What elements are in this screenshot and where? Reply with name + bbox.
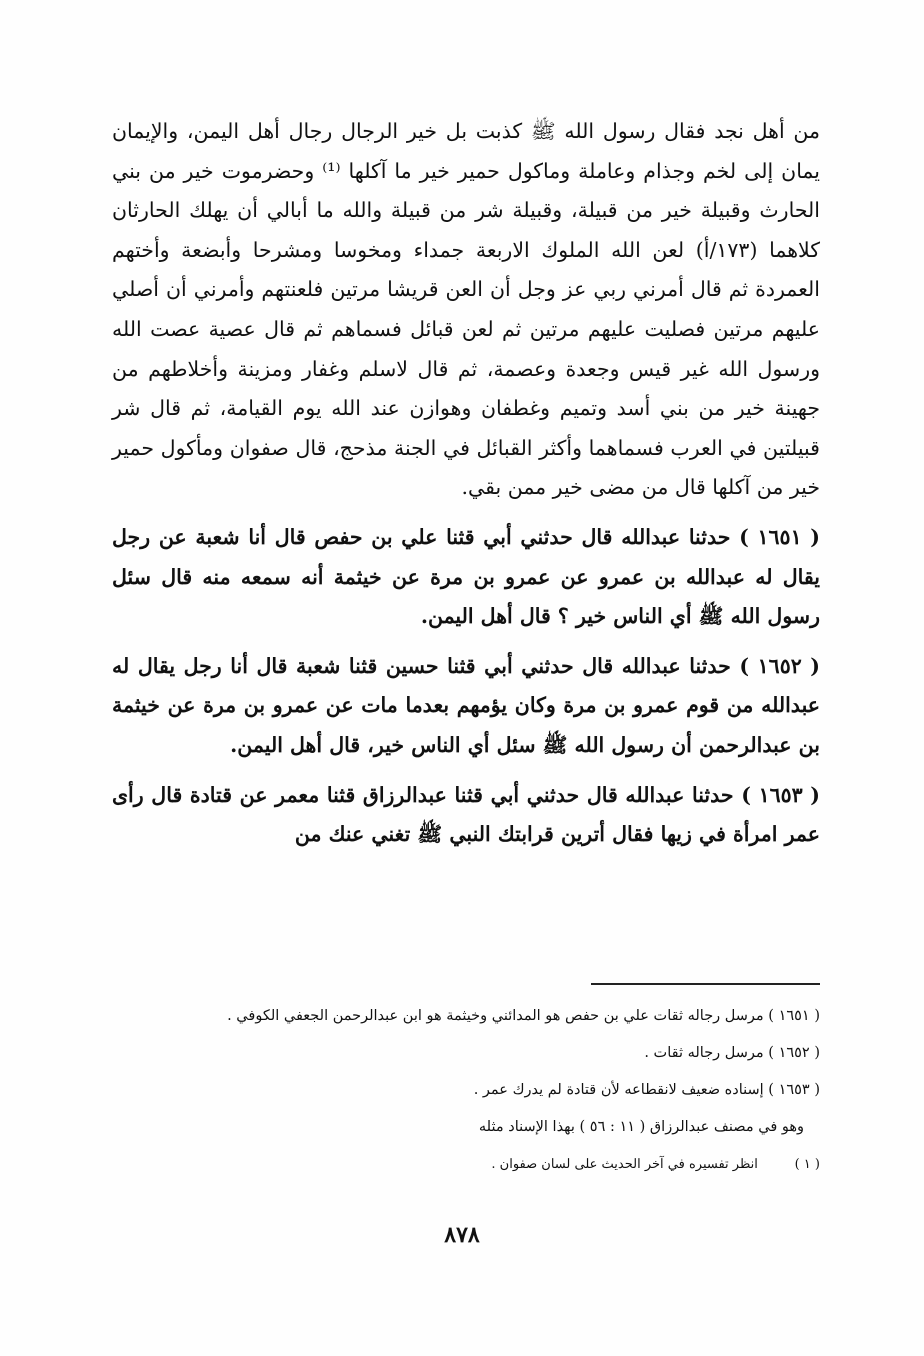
hadith-1653: ( ١٦٥٣ ) حدثنا عبدالله قال حدثني أبي قثنا عبدالرزاق قثنا معمر عن قتادة قال رأى عمر امرأة في زيها فقال أترين قرابتك النبي ﷺ تغني عنك من	[112, 782, 821, 847]
footnote-note-text: انظر تفسيره في آخر الحديث على لسان صفوان .	[491, 1157, 758, 1172]
page-number: ٨٧٨	[444, 1222, 480, 1248]
hadith-1651: ( ١٦٥١ ) حدثنا عبدالله قال حدثني أبي قثنا علي بن حفص قال أنا شعبة عن رجل يقال له عبدالله بن عمرو عن عمرو بن مرة عن خيثمة أنه سمعه منه قال سئل رسول الله ﷺ أي الناس خير ؟ قال أهل اليمن.	[112, 524, 820, 629]
footnote-marker: ( ١ )	[794, 1157, 820, 1172]
paragraph-continuation: من أهل نجد فقال رسول الله ﷺ كذبت بل خير الرجال رجال أهل اليمن، والإيمان يمان إلى لخم وجذام وعاملة وماكول حمير خير ما آكلها ⁽¹⁾ وحضرموت خير من بني الحارث وقبيلة خير من قبيلة، وقبيلة شر من قبيلة والله ما أبالي أن يهلك الحارثان كلاهما (١٧٣/أ) لعن الله الملوك الاربعة جمداء ومخوسا ومشرحا وأبضعة وأختهم العمردة ثم قال أمرني ربي عز وجل أن العن قريشا مرتين فلعنتهم وأمرني أن أصلي عليهم مرتين فصليت عليهم مرتين ثم لعن قبائل فسماهم ثم قال عصية عصت الله ورسول الله غير قيس وجعدة وعصمة، ثم قال لاسلم وغفار ومزينة وأخلاطهم من جهينة خير من بني أسد وتميم وغطفان وهوازن عند الله يوم القيامة، ثم قال شر قبيلتين في العرب فسماهما وأكثر القبائل في الجنة مذحج، قال صفوان ومأكول حمير خير من آكلها قال من مضى خير ممن بقي.	[112, 119, 820, 500]
main-text	[112, 112, 820, 855]
footnote-note-1	[112, 1146, 820, 1183]
footnote-1652: ( ١٦٥٢ ) مرسل رجاله ثقات .	[644, 1045, 820, 1061]
footnote-1653-continuation: وهو في مصنف عبدالرزاق ( ١١ : ٥٦ ) بهذا الإسناد مثله	[478, 1119, 804, 1135]
footnote-1653: ( ١٦٥٣ ) إسناده ضعيف لانقطاعه لأن قتادة لم يدرك عمر .	[473, 1082, 820, 1098]
footnote-1651: ( ١٦٥١ ) مرسل رجاله ثقات علي بن حفص هو المدائني وخيثمة هو ابن عبدالرحمن الجعفي الكوفي .	[227, 1008, 820, 1024]
footnotes	[112, 998, 820, 1183]
footnote-divider	[591, 983, 820, 985]
hadith-1652: ( ١٦٥٢ ) حدثنا عبدالله قال حدثني أبي قثنا حسين قثنا شعبة قال أنا رجل يقال له عبدالله من قوم عمرو بن مرة وكان يؤمهم بعدما مات عن عمرو بن مرة عن خيثمة بن عبدالرحمن أن رسول الله ﷺ سئل أي الناس خير، قال أهل اليمن.	[112, 653, 820, 757]
